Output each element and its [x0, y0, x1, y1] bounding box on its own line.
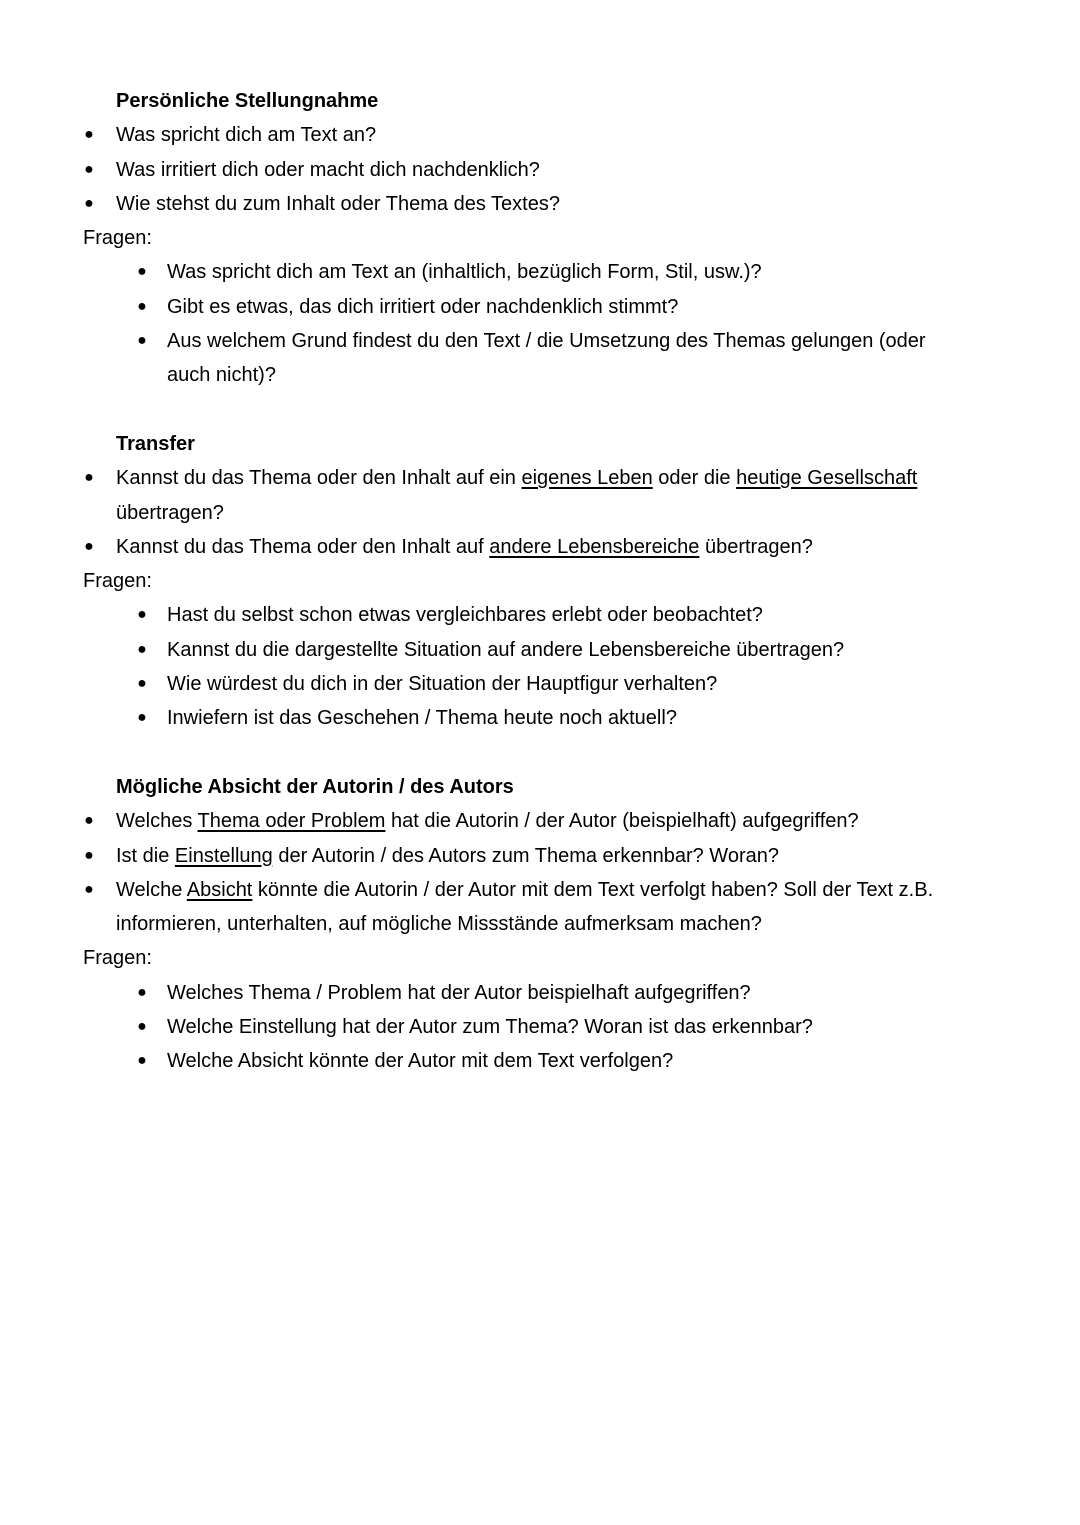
question-item: [0, 324, 1080, 358]
section-heading: Persönliche Stellungnahme: [116, 90, 379, 112]
question-text: Inwiefern ist das Geschehen / Thema heute noch aktuell?: [167, 707, 677, 730]
bullet-icon: ●: [84, 194, 94, 212]
list-item: [0, 118, 1080, 152]
spacer: [0, 393, 1080, 427]
bullet-icon: ●: [137, 332, 147, 350]
question-text: Hast du selbst schon etwas vergleichbares erlebt oder beobachtet?: [167, 604, 763, 627]
underlined-term: andere Lebensbereiche: [489, 535, 700, 558]
question-item: [0, 701, 1080, 735]
bullet-text: Welches: [116, 810, 198, 833]
question-item: [0, 598, 1080, 632]
question-item: [0, 1044, 1080, 1078]
bullet-icon: ●: [84, 880, 94, 898]
question-text: Was spricht dich am Text an (inhaltlich, bezüglich Form, Stil, usw.)?: [167, 261, 762, 284]
bullet-icon: ●: [137, 606, 147, 624]
question-item: [0, 633, 1080, 667]
bullet-continuation: übertragen?: [116, 501, 224, 524]
questions-label: Fragen:: [83, 570, 152, 593]
bullet-text: Was irritiert dich oder macht dich nachdenklich?: [116, 158, 540, 181]
bullet-text: Kannst du das Thema oder den Inhalt auf ein: [116, 467, 522, 490]
underlined-term: Absicht: [186, 878, 253, 901]
bullet-icon: ●: [84, 160, 94, 178]
bullet-icon: ●: [84, 812, 94, 830]
bullet-icon: ●: [137, 1018, 147, 1036]
question-text: Welche Einstellung hat der Autor zum Thema? Woran ist das erkennbar?: [167, 1016, 813, 1039]
bullet-icon: ●: [137, 709, 147, 727]
bullet-text: könnte die Autorin / der Autor mit dem Text verfolgt haben? Soll der Text z.B.: [252, 878, 934, 901]
bullet-icon: ●: [137, 983, 147, 1001]
bullet-text: hat die Autorin / der Autor (beispielhaft) aufgegriffen?: [385, 810, 859, 833]
question-text: Aus welchem Grund findest du den Text / die Umsetzung des Themas gelungen (oder: [167, 330, 926, 353]
bullet-icon: ●: [137, 297, 147, 315]
bullet-text: Was spricht dich am Text an?: [116, 124, 377, 147]
bullet-icon: ●: [84, 537, 94, 555]
section-heading: Mögliche Absicht der Autorin / des Autors: [116, 775, 514, 798]
list-item: [0, 530, 1080, 564]
bullet-icon: ●: [137, 640, 147, 658]
bullet-text: übertragen?: [699, 535, 813, 558]
question-text: Wie würdest du dich in der Situation der Hauptfigur verhalten?: [167, 673, 718, 696]
bullet-continuation: informieren, unterhalten, auf mögliche Missstände aufmerksam machen?: [116, 913, 762, 936]
bullet-icon: ●: [84, 126, 94, 144]
question-text: Gibt es etwas, das dich irritiert oder nachdenklich stimmt?: [167, 295, 679, 318]
bullet-icon: ●: [137, 1052, 147, 1070]
question-item: [0, 255, 1080, 289]
question-text: Kannst du die dargestellte Situation auf andere Lebensbereiche übertragen?: [167, 638, 845, 661]
list-item: [0, 804, 1080, 838]
bullet-text: Ist die: [116, 844, 175, 867]
list-item: [0, 153, 1080, 187]
bullet-icon: ●: [84, 469, 94, 487]
underlined-term: heutige Gesellschaft: [736, 467, 918, 490]
bullet-icon: ●: [137, 263, 147, 281]
bullet-text: Kannst du das Thema oder den Inhalt auf: [116, 535, 490, 558]
questions-label: Fragen:: [83, 227, 152, 250]
bullet-text: oder die: [652, 467, 737, 490]
bullet-text: Welche: [116, 878, 187, 901]
question-continuation: auch nicht)?: [167, 364, 276, 387]
list-item: [0, 461, 1080, 495]
section-heading: Transfer: [116, 432, 195, 455]
question-text: Welches Thema / Problem hat der Autor beispielhaft aufgegriffen?: [167, 981, 751, 1004]
list-item: [0, 187, 1080, 221]
questions-label: Fragen:: [83, 947, 152, 970]
list-item: [0, 839, 1080, 873]
bullet-icon: ●: [84, 846, 94, 864]
bullet-icon: ●: [137, 675, 147, 693]
question-item: [0, 1010, 1080, 1044]
question-item: [0, 290, 1080, 324]
question-item: [0, 976, 1080, 1010]
underlined-term: Thema oder Problem: [197, 810, 386, 833]
underlined-term: Einstellung: [174, 844, 273, 867]
question-item: [0, 667, 1080, 701]
bullet-text: der Autorin / des Autors zum Thema erkennbar? Woran?: [272, 844, 779, 867]
question-text: Welche Absicht könnte der Autor mit dem Text verfolgen?: [167, 1050, 674, 1073]
document-page: [0, 84, 1080, 1079]
bullet-text: Wie stehst du zum Inhalt oder Thema des Textes?: [116, 192, 560, 215]
underlined-term: eigenes Leben: [521, 467, 653, 490]
spacer: [0, 736, 1080, 770]
list-item: [0, 873, 1080, 907]
